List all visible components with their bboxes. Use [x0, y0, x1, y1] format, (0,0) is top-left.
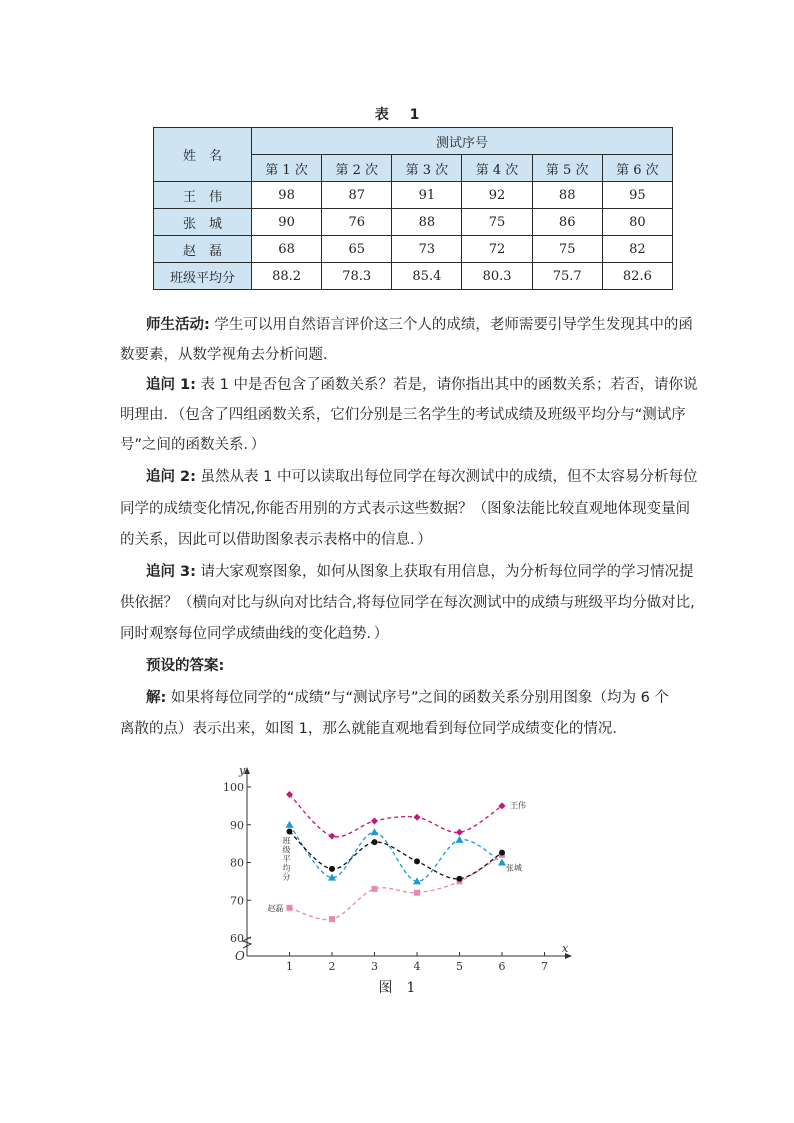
data-point-circle — [457, 876, 463, 882]
x-tick-label: 1 — [286, 960, 293, 970]
y-tick-label: 70 — [230, 894, 244, 908]
activity-lead: 师生活动: — [146, 317, 210, 333]
row-name: 张 城 — [154, 209, 252, 236]
y-tick-label: 100 — [223, 781, 244, 794]
x-tick-label: 6 — [498, 960, 506, 970]
question-3-line-1: 请大家观察图象，如何从图象上获取有用信息，为分析每位同学的学习情况提 — [200, 564, 694, 580]
table-cell: 76 — [322, 209, 392, 236]
row-name: 王 伟 — [154, 182, 252, 209]
table-cell: 80 — [602, 209, 672, 236]
solution-line-2: 离散的点）表示出来，如图 1，那么就能直观地看到每位同学成绩变化的情况． — [120, 721, 627, 737]
paragraph-question-2 — [146, 465, 698, 486]
activity-line-2: 数要素，从数学视角去分析问题． — [120, 347, 338, 363]
table-cell: 65 — [322, 236, 392, 263]
x-axis-label: x — [562, 942, 569, 955]
question-2-line-1: 虽然从表 1 中可以读取出每位同学在每次测试中的成绩，但不太容易分析每位 — [200, 469, 698, 485]
table-cell: 88 — [532, 182, 602, 209]
data-point-diamond — [329, 833, 336, 840]
question-3-line-3: 同时观察每位同学成绩曲线的变化趋势．） — [120, 626, 389, 642]
table-cell: 68 — [252, 236, 322, 263]
paragraph-activity — [146, 313, 693, 334]
table-cell: 95 — [602, 182, 672, 209]
table-cell: 90 — [252, 209, 322, 236]
data-point-triangle — [286, 821, 294, 828]
legend-class-average-char: 平 — [282, 854, 291, 864]
column-header: 第 3 次 — [392, 155, 462, 182]
name-header: 姓 名 — [154, 128, 252, 182]
score-chart — [220, 760, 580, 970]
data-point-circle — [414, 858, 420, 864]
column-header: 第 6 次 — [602, 155, 672, 182]
table-cell: 88.2 — [252, 263, 322, 290]
table-cell: 75 — [462, 209, 532, 236]
question-3-lead: 追问 3: — [146, 564, 196, 580]
x-tick-label: 5 — [456, 960, 463, 970]
data-point-circle — [287, 829, 293, 835]
x-tick-label: 2 — [328, 960, 336, 970]
question-2-lead: 追问 2: — [146, 469, 196, 485]
paragraph-question-1 — [146, 373, 698, 394]
table-cell: 82.6 — [602, 263, 672, 290]
table-cell: 73 — [392, 236, 462, 263]
legend-wang-wei: 王伟 — [510, 800, 526, 810]
table-cell: 88 — [392, 209, 462, 236]
legend-zhang-cheng: 张城 — [506, 863, 522, 873]
table-cell: 85.4 — [392, 263, 462, 290]
score-table — [153, 127, 673, 290]
data-point-square — [372, 886, 378, 892]
data-point-diamond — [371, 817, 378, 824]
question-1-line-3: 号”之间的函数关系．） — [120, 437, 266, 453]
activity-line-1: 学生可以用自然语言评价这三个人的成绩，老师需要引导学生发现其中的函 — [214, 317, 693, 333]
data-point-circle — [499, 850, 505, 856]
y-tick-label: 80 — [230, 856, 244, 870]
table-caption — [0, 104, 794, 124]
table-caption-word: 表 — [374, 107, 389, 123]
legend-class-average-char: 级 — [282, 845, 291, 855]
data-point-circle — [372, 839, 378, 845]
origin-label: O — [235, 949, 245, 963]
data-point-circle — [329, 866, 335, 872]
table-row — [154, 236, 673, 263]
table-cell: 86 — [532, 209, 602, 236]
data-point-square — [287, 905, 293, 911]
table-cell: 75 — [532, 236, 602, 263]
row-name: 班级平均分 — [154, 263, 252, 290]
row-name: 赵 磊 — [154, 236, 252, 263]
table-cell: 87 — [322, 182, 392, 209]
table-cell: 98 — [252, 182, 322, 209]
series-line — [290, 825, 503, 882]
x-tick-label: 7 — [541, 960, 548, 970]
legend-class-average-char: 班 — [282, 836, 291, 846]
paragraph-solution — [146, 686, 669, 707]
y-axis-label: y — [239, 764, 246, 777]
preset-answer-heading — [146, 654, 224, 675]
table-caption-number: 1 — [409, 107, 420, 123]
question-1-lead: 追问 1: — [146, 377, 196, 393]
axis-break — [243, 937, 251, 948]
question-2-line-2: 同学的成绩变化情况,你能否用别的方式表示这些数据？（图象法能比较直观地体现变量间 — [120, 501, 691, 517]
column-header: 第 5 次 — [532, 155, 602, 182]
data-point-triangle — [498, 859, 506, 866]
x-tick-label: 4 — [413, 960, 421, 970]
question-1-line-2: 明理由．（包含了四组函数关系，它们分别是三名学生的考试成绩及班级平均分与“测试序 — [120, 407, 686, 423]
legend-zhao-lei: 赵磊 — [267, 903, 284, 913]
table-row — [154, 209, 673, 236]
chart-marks — [286, 791, 507, 922]
table-cell: 82 — [602, 236, 672, 263]
figure-caption: 图 1 — [378, 980, 416, 996]
solution-line-1: 如果将每位同学的“成绩”与“测试序号”之间的函数关系分别用图象（均为 6 个 — [170, 690, 669, 706]
series-line — [290, 795, 503, 837]
y-tick-label: 60 — [230, 932, 244, 945]
table-row — [154, 182, 673, 209]
data-point-square — [329, 916, 335, 922]
legend-class-average-char: 分 — [282, 872, 291, 882]
question-2-line-3: 的关系，因此可以借助图象表示表格中的信息．） — [120, 532, 432, 548]
column-header: 第 2 次 — [322, 155, 392, 182]
data-point-diamond — [456, 829, 463, 836]
table-row — [154, 263, 673, 290]
table-cell: 92 — [462, 182, 532, 209]
data-point-square — [414, 890, 420, 896]
question-3-line-2: 供依据？（横向对比与纵向对比结合,将每位同学在每次测试中的成绩与班级平均分做对比, — [120, 595, 695, 611]
question-1-line-1: 表 1 中是否包含了函数关系？若是，请你指出其中的函数关系；若否，请你说 — [200, 377, 698, 393]
table-cell: 78.3 — [322, 263, 392, 290]
column-header: 第 1 次 — [252, 155, 322, 182]
data-point-diamond — [414, 814, 421, 821]
y-tick-label: 90 — [230, 818, 244, 832]
data-point-triangle — [371, 828, 379, 835]
solution-lead: 解: — [146, 690, 167, 706]
test-number-header: 测试序号 — [252, 128, 673, 155]
table-cell: 75.7 — [532, 263, 602, 290]
preset-answer-lead: 预设的答案: — [146, 658, 225, 674]
column-header: 第 4 次 — [462, 155, 532, 182]
paragraph-question-3 — [146, 560, 694, 581]
data-point-triangle — [456, 836, 464, 843]
chart-lines — [290, 795, 503, 920]
table-cell: 80.3 — [462, 263, 532, 290]
table-cell: 72 — [462, 236, 532, 263]
table-cell: 91 — [392, 182, 462, 209]
legend-class-average-char: 均 — [282, 863, 291, 873]
x-tick-label: 3 — [371, 960, 378, 970]
